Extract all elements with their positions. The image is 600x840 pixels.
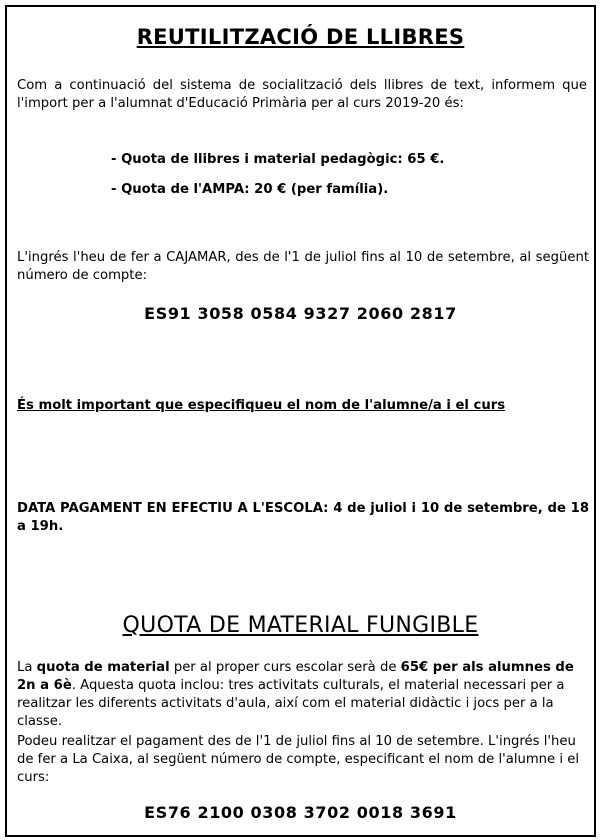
- reutilitzacio-section: [5, 5, 596, 583]
- important-note: És molt important que especifiqueu el nom de l'alumne/a i el curs: [17, 398, 506, 413]
- text-fragment: per al proper curs escolar serà de: [169, 660, 401, 675]
- pagament-paragraph: Podeu realitzar el pagament des de l'1 de juliol fins al 10 de setembre. L'ingrés l'heu de fer a La Caixa, al següent número de compte, especificant el nom de l'alumne i el curs:: [17, 734, 579, 785]
- ingres-paragraph: L'ingrés l'heu de fer a CAJAMAR, des de l'1 de juliol fins al 10 de setembre, al següent número de compte:: [17, 250, 589, 283]
- quota-material-label: quota de material: [36, 660, 170, 675]
- quota-llibres: - Quota de llibres i material pedagògic: 65 €.: [111, 152, 445, 167]
- section-title: QUOTA DE MATERIAL FUNGIBLE: [122, 613, 479, 638]
- price-highlight: 65€ per als alumnes de 2n a 6è: [17, 660, 574, 693]
- intro-paragraph: Com a continuació del sistema de socialització dels llibres de text, informem que l'import per a l'alumnat d'Educació Primària per al curs 2019-20 és:: [17, 78, 587, 111]
- text-fragment: La: [17, 660, 37, 675]
- section-title: REUTILITZACIÓ DE LLIBRES: [136, 25, 465, 49]
- pagament-efectiu: DATA PAGAMENT EN EFECTIU A L'ESCOLA: 4 de juliol i 10 de setembre, de 18 a 19h.: [17, 501, 589, 534]
- iban-lacaixa: ES76 2100 0308 3702 0018 3691: [144, 803, 457, 822]
- quota-ampa: - Quota de l'AMPA: 20 € (per família).: [111, 182, 389, 197]
- material-fungible-section: [5, 579, 596, 837]
- text-fragment: . Aquesta quota inclou: tres activitats culturals, el material necessari per a realitzar les diferents activitats d'aula, així com el material didàctic i jocs per a la classe.: [17, 678, 565, 729]
- material-paragraph: [17, 659, 589, 731]
- iban-cajamar: ES91 3058 0584 9327 2060 2817: [144, 304, 457, 323]
